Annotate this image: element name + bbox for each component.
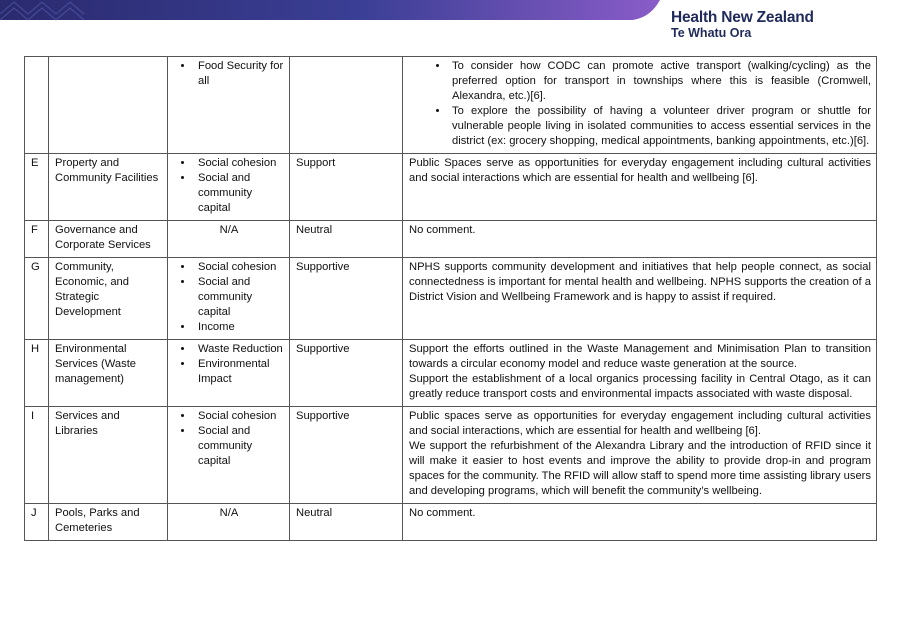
position-cell [290,57,403,154]
row-letter: H [25,340,49,407]
banner-gradient-graphic [0,0,660,22]
row-letter: E [25,154,49,221]
activity-name: Community, Economic, and Strategic Development [49,258,168,340]
determinants-cell [168,57,290,154]
org-subname: Te Whatu Ora [671,26,752,40]
comment-paragraph: Support the efforts outlined in the Waste Management and Minimisation Plan to transition towards a circular economy model and reduce waste generation at the source. [409,343,871,370]
comment-cell [403,407,877,504]
comment-paragraph: Public Spaces serve as opportunities for everyday engagement including cultural activities and social interactions which are essential for health and wellbeing [6]. [409,157,871,184]
determinant-item: • Social and community capital [194,171,284,216]
org-name: Health New Zealand [671,9,814,26]
determinants-list [174,260,284,335]
activity-name [49,57,168,154]
comment-bullet: • To consider how CODC can promote active transport (walking/cycling) as the preferred option for transport in townships where this is feasible (Cromwell, Alexandra, etc.)[6]. [449,59,871,104]
comment-paragraph: NPHS supports community development and initiatives that help people connect, as social connectedness is important for mental health and wellbeing. NPHS supports the creation of a District Vision and Wellbeing Framework and is happy to assist if required. [409,261,871,303]
table-row [25,221,877,258]
position-cell: Supportive [290,340,403,407]
row-letter: G [25,258,49,340]
comment-cell [403,154,877,221]
determinant-item: • Social cohesion [194,156,284,171]
activity-name: Services and Libraries [49,407,168,504]
activity-name: Property and Community Facilities [49,154,168,221]
row-letter [25,57,49,154]
table-row [25,340,877,407]
submission-table [24,56,877,541]
table-row [25,57,877,154]
comment-paragraph: We support the refurbishment of the Alexandra Library and the introduction of RFID since it will make it easier to host events and improve the ability to provide drop-in and program spaces for the community. The RFID will allow staff to spend more time assisting library users and developing programs, which will benefit the community’s wellbeing. [409,440,871,497]
determinants-cell [168,340,290,407]
determinants-cell: N/A [168,221,290,258]
row-letter: J [25,504,49,541]
table-row [25,504,877,541]
table-row [25,258,877,340]
comment-paragraph: Support the establishment of a local organics processing facility in Central Otago, as it can greatly reduce transport costs and environmental impacts associated with waste disposal. [409,373,871,400]
comment-cell [403,221,877,258]
determinant-item: • Social cohesion [194,409,284,424]
determinants-cell: N/A [168,504,290,541]
determinants-list [174,59,284,89]
header-banner [0,0,907,60]
comment-paragraph: No comment. [409,507,476,519]
determinant-item: • Waste Reduction [194,342,284,357]
comment-bullet: • To explore the possibility of having a volunteer driver program or shuttle for vulnerable people living in isolated communities to access essential services in the district (ex: grocery shopping, medical appointments, banking appointments, etc.)[6]. [449,104,871,149]
position-cell: Neutral [290,221,403,258]
determinants-list [174,409,284,469]
brand-logo [671,9,814,40]
activity-name: Governance and Corporate Services [49,221,168,258]
determinant-item: • Food Security for all [194,59,284,89]
comment-cell [403,504,877,541]
row-letter: F [25,221,49,258]
position-cell: Supportive [290,407,403,504]
comment-list [409,59,871,149]
determinants-cell [168,258,290,340]
comment-cell [403,340,877,407]
determinant-item: • Income [194,320,284,335]
determinants-cell [168,154,290,221]
determinant-item: • Social cohesion [194,260,284,275]
table-row [25,154,877,221]
activity-name: Pools, Parks and Cemeteries [49,504,168,541]
comment-cell [403,57,877,154]
comment-paragraph: Public spaces serve as opportunities for everyday engagement including cultural activities and social interactions, which are essential for health and wellbeing [6]. [409,410,871,437]
determinants-list [174,156,284,216]
determinant-item: • Social and community capital [194,275,284,320]
determinant-item: • Environmental Impact [194,357,284,387]
position-cell: Neutral [290,504,403,541]
activity-name: Environmental Services (Waste management) [49,340,168,407]
determinant-item: • Social and community capital [194,424,284,469]
position-cell: Support [290,154,403,221]
row-letter: I [25,407,49,504]
position-cell: Supportive [290,258,403,340]
table-row [25,407,877,504]
comment-paragraph: No comment. [409,224,476,236]
determinants-cell [168,407,290,504]
determinants-list [174,342,284,387]
table-body [25,57,877,541]
comment-cell [403,258,877,340]
